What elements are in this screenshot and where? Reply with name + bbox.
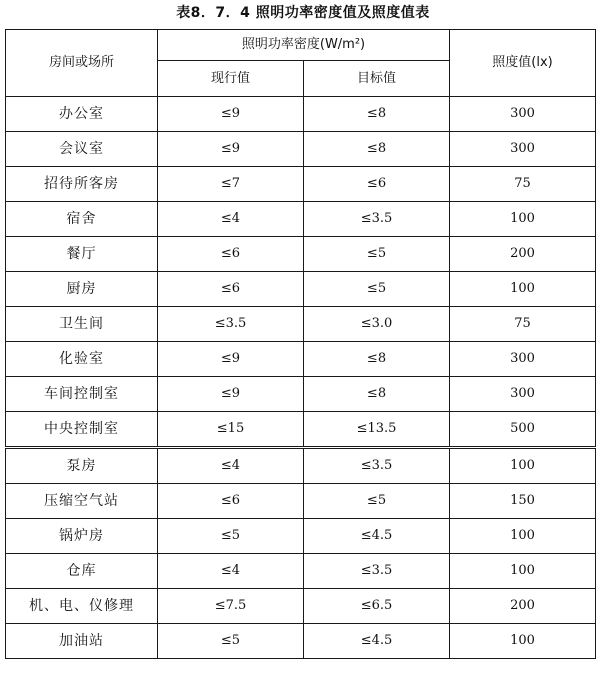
cell-target: ≤5 [304, 484, 450, 519]
table-row [6, 132, 596, 167]
cell-target: ≤13.5 [304, 412, 450, 448]
cell-current: ≤9 [158, 132, 304, 167]
cell-target: ≤6.5 [304, 589, 450, 624]
table-row [6, 307, 596, 342]
table-row [6, 342, 596, 377]
header-target: 目标值 [304, 61, 450, 97]
cell-room: 会议室 [6, 132, 158, 167]
cell-room: 泵房 [6, 448, 158, 484]
cell-lux: 150 [450, 484, 596, 519]
lighting-table [5, 29, 596, 659]
cell-lux: 300 [450, 132, 596, 167]
cell-target: ≤3.5 [304, 554, 450, 589]
cell-lux: 300 [450, 377, 596, 412]
cell-room: 化验室 [6, 342, 158, 377]
cell-lux: 75 [450, 307, 596, 342]
cell-room: 压缩空气站 [6, 484, 158, 519]
cell-current: ≤9 [158, 342, 304, 377]
cell-target: ≤8 [304, 132, 450, 167]
cell-room: 锅炉房 [6, 519, 158, 554]
cell-current: ≤3.5 [158, 307, 304, 342]
cell-lux: 200 [450, 589, 596, 624]
cell-current: ≤5 [158, 519, 304, 554]
header-current: 现行值 [158, 61, 304, 97]
cell-target: ≤4.5 [304, 519, 450, 554]
cell-target: ≤4.5 [304, 624, 450, 659]
table-header [6, 30, 596, 97]
cell-current: ≤7.5 [158, 589, 304, 624]
cell-lux: 300 [450, 97, 596, 132]
table-row [6, 554, 596, 589]
table-row [6, 97, 596, 132]
table-row [6, 484, 596, 519]
cell-lux: 100 [450, 519, 596, 554]
cell-current: ≤4 [158, 202, 304, 237]
table-row [6, 448, 596, 484]
table-body [6, 97, 596, 659]
cell-current: ≤6 [158, 272, 304, 307]
cell-room: 机、电、仪修理 [6, 589, 158, 624]
cell-lux: 100 [450, 554, 596, 589]
cell-current: ≤4 [158, 448, 304, 484]
cell-target: ≤8 [304, 342, 450, 377]
cell-current: ≤9 [158, 377, 304, 412]
cell-room: 车间控制室 [6, 377, 158, 412]
cell-current: ≤4 [158, 554, 304, 589]
table-row [6, 377, 596, 412]
header-illuminance: 照度值(lx) [450, 30, 596, 97]
cell-lux: 100 [450, 202, 596, 237]
cell-room: 中央控制室 [6, 412, 158, 448]
table-row [6, 272, 596, 307]
cell-target: ≤8 [304, 97, 450, 132]
table-row [6, 412, 596, 448]
header-room: 房间或场所 [6, 30, 158, 97]
cell-lux: 300 [450, 342, 596, 377]
cell-target: ≤6 [304, 167, 450, 202]
cell-current: ≤5 [158, 624, 304, 659]
table-title: 表8．7．4 照明功率密度值及照度值表 [176, 5, 430, 21]
cell-current: ≤6 [158, 484, 304, 519]
cell-target: ≤5 [304, 237, 450, 272]
cell-lux: 100 [450, 448, 596, 484]
cell-lux: 100 [450, 624, 596, 659]
header-lpd-group: 照明功率密度(W/m²) [158, 30, 450, 61]
cell-room: 办公室 [6, 97, 158, 132]
cell-room: 招待所客房 [6, 167, 158, 202]
cell-current: ≤7 [158, 167, 304, 202]
cell-target: ≤3.0 [304, 307, 450, 342]
cell-lux: 200 [450, 237, 596, 272]
cell-current: ≤15 [158, 412, 304, 448]
cell-target: ≤3.5 [304, 448, 450, 484]
cell-room: 宿舍 [6, 202, 158, 237]
cell-room: 仓库 [6, 554, 158, 589]
cell-lux: 100 [450, 272, 596, 307]
cell-room: 卫生间 [6, 307, 158, 342]
cell-room: 加油站 [6, 624, 158, 659]
cell-current: ≤6 [158, 237, 304, 272]
table-row [6, 624, 596, 659]
table-row [6, 519, 596, 554]
cell-current: ≤9 [158, 97, 304, 132]
cell-target: ≤3.5 [304, 202, 450, 237]
table-row [6, 202, 596, 237]
cell-target: ≤5 [304, 272, 450, 307]
table-row [6, 589, 596, 624]
table-row [6, 237, 596, 272]
cell-lux: 500 [450, 412, 596, 448]
table-row [6, 167, 596, 202]
cell-room: 厨房 [6, 272, 158, 307]
cell-lux: 75 [450, 167, 596, 202]
cell-target: ≤8 [304, 377, 450, 412]
cell-room: 餐厅 [6, 237, 158, 272]
